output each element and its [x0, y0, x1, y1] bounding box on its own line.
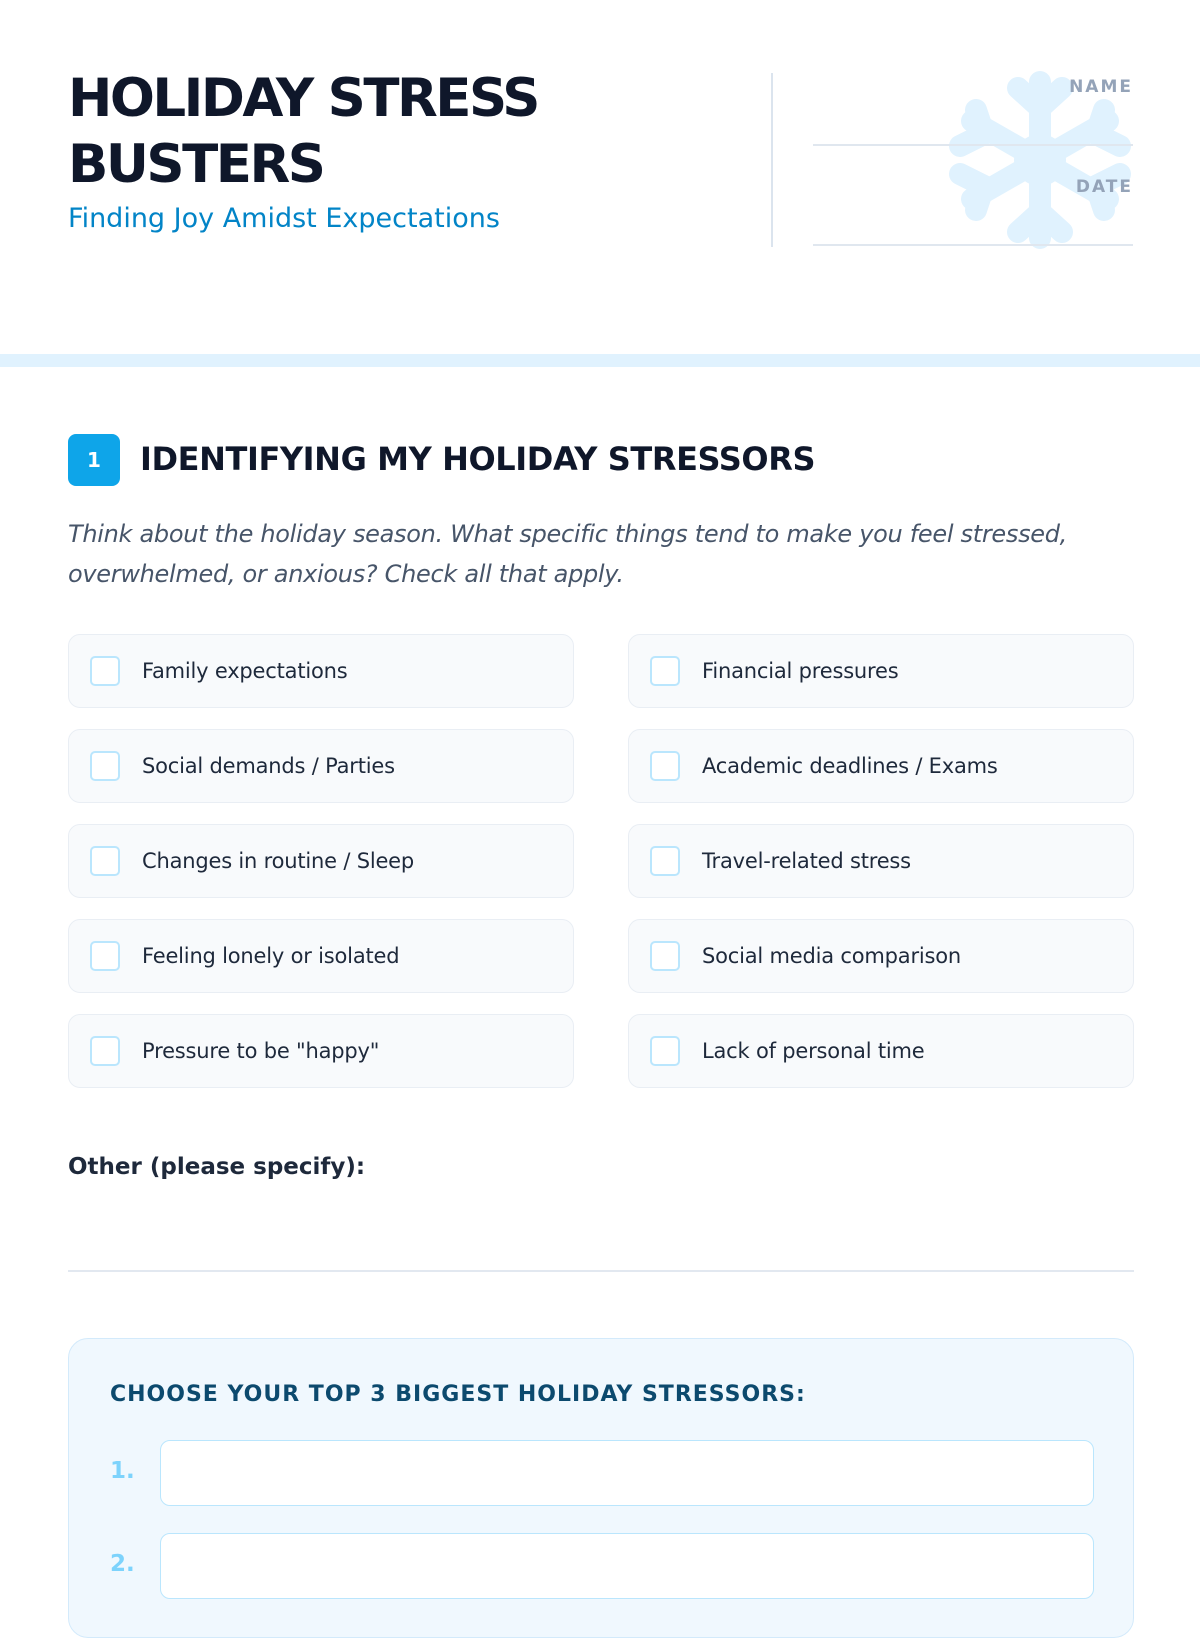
option-financial-pressures[interactable]	[628, 634, 1134, 708]
date-label: DATE	[1075, 177, 1133, 197]
checkbox[interactable]	[650, 751, 680, 781]
option-label: Academic deadlines / Exams	[702, 754, 998, 778]
date-field[interactable]	[813, 244, 1133, 246]
checkbox[interactable]	[90, 751, 120, 781]
section-title: IDENTIFYING MY HOLIDAY STRESSORS	[140, 440, 816, 478]
option-label: Pressure to be "happy"	[142, 1039, 380, 1063]
option-academic-deadlines[interactable]	[628, 729, 1134, 803]
header-band	[0, 354, 1200, 367]
header-divider	[771, 73, 773, 247]
name-label: NAME	[1069, 77, 1133, 97]
option-family-expectations[interactable]	[68, 634, 574, 708]
top3-row	[110, 1533, 1094, 1599]
stressor-options	[68, 634, 1134, 1088]
checkbox[interactable]	[90, 941, 120, 971]
option-label: Travel-related stress	[702, 849, 911, 873]
option-label: Social media comparison	[702, 944, 962, 968]
checkbox[interactable]	[650, 656, 680, 686]
option-pressure-happy[interactable]	[68, 1014, 574, 1088]
section-number-badge: 1	[68, 434, 120, 486]
option-label: Family expectations	[142, 659, 348, 683]
top3-input-1[interactable]	[160, 1440, 1094, 1506]
section-instructions: Think about the holiday season. What specific things tend to make you feel stressed, overwhelmed, or anxious? Check all that apply.	[68, 520, 1068, 588]
option-label: Lack of personal time	[702, 1039, 925, 1063]
other-label: Other (please specify):	[68, 1154, 366, 1180]
other-input[interactable]	[68, 1190, 1134, 1272]
page-title: HOLIDAY STRESS BUSTERS	[68, 68, 538, 195]
checkbox[interactable]	[90, 656, 120, 686]
option-lonely-isolated[interactable]	[68, 919, 574, 993]
option-social-demands[interactable]	[68, 729, 574, 803]
checkbox[interactable]	[650, 846, 680, 876]
top3-box	[68, 1338, 1134, 1638]
checkbox[interactable]	[90, 846, 120, 876]
top3-title: CHOOSE YOUR TOP 3 BIGGEST HOLIDAY STRESSORS:	[110, 1382, 806, 1407]
page-subtitle: Finding Joy Amidst Expectations	[68, 203, 500, 234]
top3-number: 2.	[110, 1551, 135, 1577]
worksheet-header	[0, 0, 1200, 354]
checkbox[interactable]	[650, 941, 680, 971]
name-field[interactable]	[813, 144, 1133, 146]
top3-row	[110, 1440, 1094, 1506]
option-label: Financial pressures	[702, 659, 899, 683]
option-changes-in-routine[interactable]	[68, 824, 574, 898]
top3-input-2[interactable]	[160, 1533, 1094, 1599]
checkbox[interactable]	[90, 1036, 120, 1066]
option-label: Feeling lonely or isolated	[142, 944, 400, 968]
option-social-media[interactable]	[628, 919, 1134, 993]
option-personal-time[interactable]	[628, 1014, 1134, 1088]
option-label: Social demands / Parties	[142, 754, 395, 778]
option-travel-stress[interactable]	[628, 824, 1134, 898]
top3-number: 1.	[110, 1458, 135, 1484]
checkbox[interactable]	[650, 1036, 680, 1066]
option-label: Changes in routine / Sleep	[142, 849, 415, 873]
